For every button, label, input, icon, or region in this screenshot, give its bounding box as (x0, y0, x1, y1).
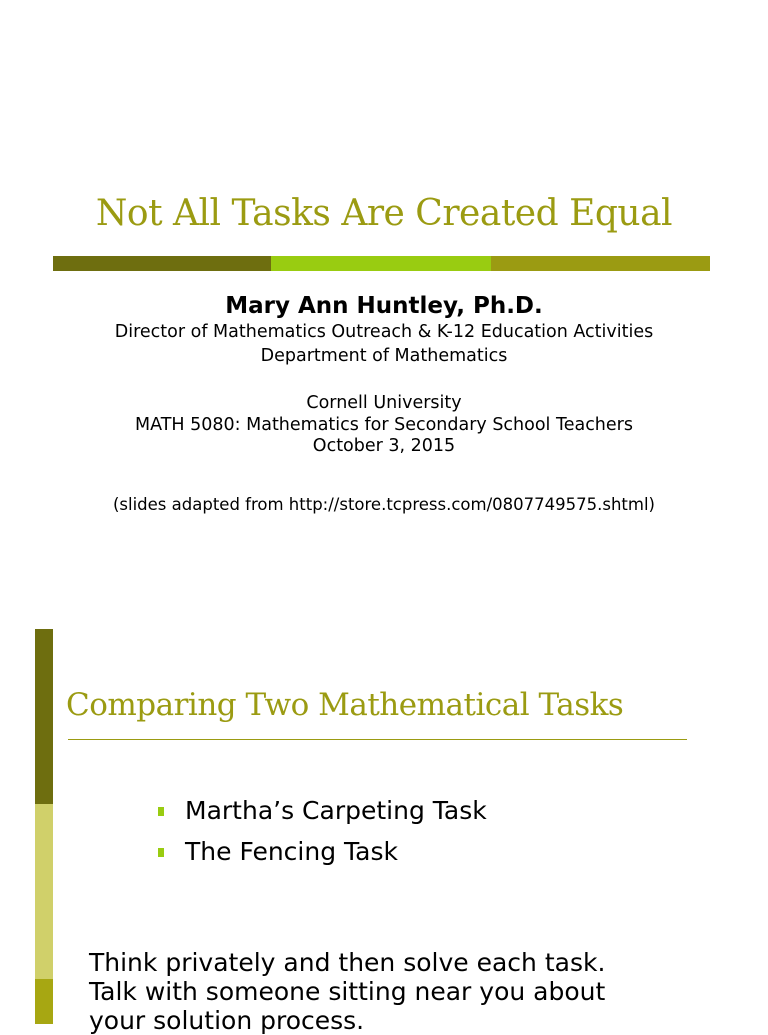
department: Department of Mathematics (260, 346, 508, 366)
list-item-label: Martha’s Carpeting Task (185, 796, 487, 825)
title-bar-dark (53, 256, 271, 271)
list-item (158, 790, 487, 831)
instruction-line: Think privately and then solve each task. (89, 948, 606, 977)
sidebar-light-segment (35, 804, 53, 979)
list-item (158, 831, 487, 872)
source-note: (slides adapted from http://store.tcpress.com/0807749575.shtml) (112, 495, 655, 514)
sidebar-dark-segment (35, 629, 53, 804)
course: MATH 5080: Mathematics for Secondary School Teachers (135, 415, 633, 435)
instructions (89, 948, 729, 1035)
author-role: Director of Mathematics Outreach & K-12 Education Activities (114, 322, 654, 342)
task-list (158, 790, 487, 872)
content-slide (0, 600, 768, 1035)
slide-title: Not All Tasks Are Created Equal (95, 193, 673, 234)
slide-title: Comparing Two Mathematical Tasks (66, 687, 624, 723)
sidebar-olive-segment (35, 979, 53, 1024)
date: October 3, 2015 (312, 436, 456, 456)
title-bar-green (271, 256, 491, 271)
instruction-line: Talk with someone sitting near you about (89, 977, 606, 1006)
bullet-icon (158, 807, 164, 816)
university: Cornell University (306, 393, 462, 413)
list-item-label: The Fencing Task (185, 837, 398, 866)
author-name: Mary Ann Huntley, Ph.D. (225, 293, 543, 319)
title-underline (68, 739, 687, 740)
instruction-line: your solution process. (89, 1006, 365, 1035)
bullet-icon (158, 848, 164, 857)
title-bar-olive (491, 256, 710, 271)
